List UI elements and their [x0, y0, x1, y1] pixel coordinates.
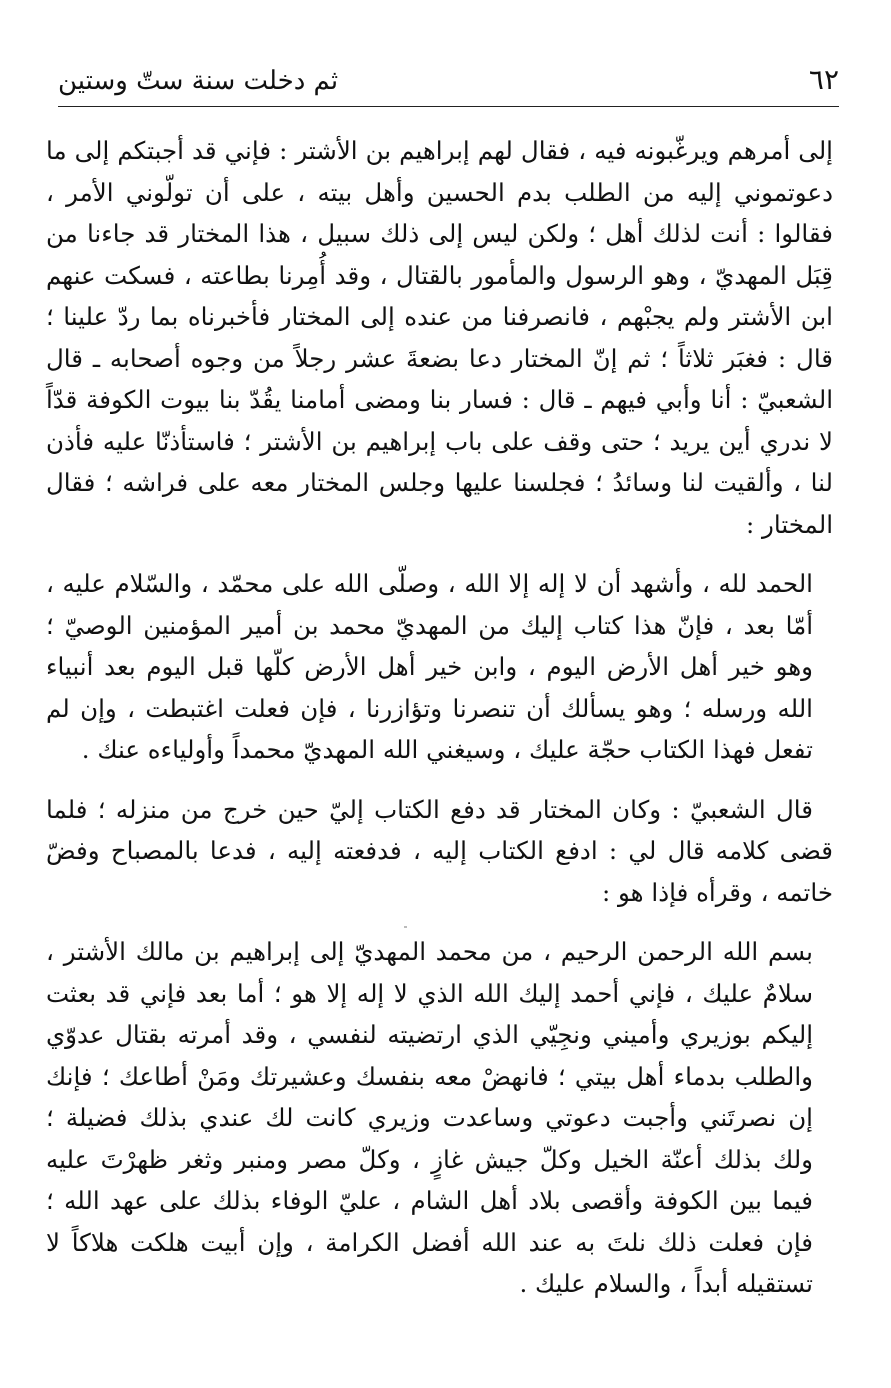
paragraph-letter: بسم الله الرحمن الرحيم ، من محمد المهديّ إلى إبراهيم بن مالك الأشتر ، سلامٌ عليك ، فإني أحمد إليك الله الذي لا إله إلا هو ؛ أما بعد فإني قد بعثت إليكم بوزيري وأميني ونجِيّي الذي ارتضيته لنفسي ، وقد أمرته بقتال عدوّي والطلب بدماء أهل بيتي ؛ فانهضْ معه بنفسك وعشيرتك ومَنْ أطاعك ؛ فإنك إن نصرتَني وأجبت دعوتي وساعدت وزيري كانت لك عندي بذلك فضيلة ؛ ولك بذلك أعنّة الخيل وكلّ جيش غازٍ ، وكلّ مصر ومنبر وثغر ظهرْتَ عليه فيما بين الكوفة وأقصى بلاد أهل الشام ، عليّ الوفاء بذلك على عهد الله ؛ فإن فعلت ذلك نلتَ به عند الله أفضل الكرامة ، وإن أبيت هلكت هلاكاً لا تستقيله أبداً ، والسلام عليك .	[46, 937, 813, 1298]
running-title: ثم دخلت سنة ستّ وستين	[58, 66, 339, 96]
page-header	[58, 60, 839, 102]
paragraph-narration-1: إلى أمرهم ويرغّبونه فيه ، فقال لهم إبراهيم بن الأشتر : فإني قد أجبتكم إلى ما دعوتموني إليه من الطلب بدم الحسين وأهل بيته ، على أن تولّوني الأمر ، فقالوا : أنت لذلك أهل ؛ ولكن ليس إلى ذلك سبيل ، هذا المختار قد جاءنا من قِبَل المهديّ ، وهو الرسول والمأمور بالقتال ، وقد أُمِرنا بطاعته ، فسكت عنهم ابن الأشتر ولم يجبْهم ، فانصرفنا من عنده إلى المختار فأخبرناه بما ردّ علينا ؛ قال : فغبَر ثلاثاً ؛ ثم إنّ المختار دعا بضعةَ عشر رجلاً من وجوه أصحابه ـ قال الشعبيّ : أنا وأبي فيهم ـ قال : فسار بنا ومضى أمامنا يقُدّ بنا بيوت الكوفة قدّاً لا ندري أين يريد ؛ حتى وقف على باب إبراهيم بن الأشتر ؛ فاستأذنّا عليه فأذن لنا ، وألقيت لنا وسائدُ ؛ فجلسنا عليها وجلس المختار معه على فراشه ؛ فقال المختار :	[46, 136, 833, 539]
paragraph-narration-2: قال الشعبيّ : وكان المختار قد دفع الكتاب إليّ حين خرج من منزله ؛ فلما قضى كلامه قال لي : ادفع الكتاب إليه ، فدفعته إليه ، فدعا بالمصباح وفضّ خاتمه ، وقرأه فإذا هو :	[46, 794, 833, 907]
page-body	[46, 130, 833, 1305]
paper-speck	[404, 926, 407, 928]
page-number: ٦٢	[808, 63, 839, 96]
paragraph-speech-mukhtar: الحمد لله ، وأشهد أن لا إله إلا الله ، وصلّى الله على محمّد ، والسّلام عليه ، أمّا بعد ، فإنّ هذا كتاب إليك من المهديّ محمد بن أمير المؤمنين الوصيّ ؛ وهو خير أهل الأرض اليوم ، وابن خير أهل الأرض كلّها قبل اليوم بعد أنبياء الله ورسله ؛ وهو يسألك أن تنصرنا وتؤازرنا ، فإن فعلت اغتبطت ، وإن لم تفعل فهذا الكتاب حجّة عليك ، وسيغني الله المهديّ محمداً وأولياءه عنك .	[46, 569, 813, 764]
header-divider	[58, 106, 839, 107]
